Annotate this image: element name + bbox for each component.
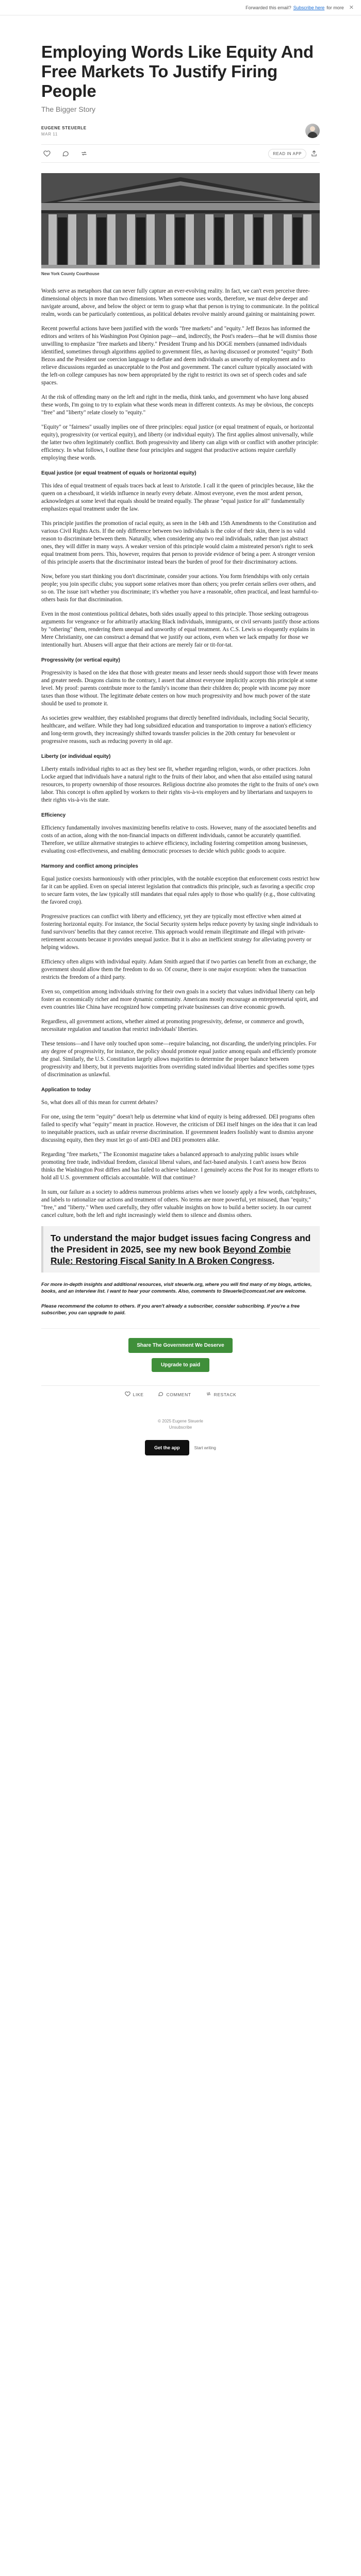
paragraph: So, what does all of this mean for current debates?	[41, 1099, 158, 1106]
paragraph: This principle justifies the promotion of racial equity, as seen in the 14th and 15th Amendments to the Constitution and various Civil Rights Acts. If the only difference between two individuals is the color of their skin, there is no valid reason to discriminate between them. Naturally, when considering any two real individuals, rather than just abstract ones, they will differ in many ways. A weaker version of this principle would claim a mistreated person's right to seek equal treatment from peers. This, however, requires that person to provide evidence of being a peer. A stronger version of this principle asserts that the discriminator instead bears the burden of proof for their discriminatory actions.	[41, 520, 317, 565]
paragraph: Progressive practices can conflict with liberty and efficiency, yet they are typically most effective when aimed at fostering horizontal equity. For instance, the Social Security system helps reduce poverty by taxing single individuals to fund survivors' benefits that they cannot receive. This approach would remain illegitimate and illegal with private-retirement accounts because it provides unequal justice. But it is also an inefficient strategy for alleviating poverty or helping widows.	[41, 913, 318, 951]
paragraph: This idea of equal treatment of equals traces back at least to Aristotle. I call it the queen of principles because, like the queen on a chessboard, it wields influence in nearly every debate. Almost everyone, even the most ardent person, acknowledges at some level that equals should be treated equally. The phrase "equal justice for all" fundamentally emphasizes equal treatment under the law.	[41, 483, 314, 512]
footer-actions	[41, 1385, 320, 1403]
author-avatar[interactable]	[305, 124, 320, 138]
promo-title	[51, 1232, 313, 1266]
comment-icon	[158, 1391, 163, 1398]
note-text-2: Please recommend the column to others. If you aren't already a subscriber, consider subscribing. If you're a free subscriber, you can upgrade to paid.	[41, 1303, 300, 1315]
heart-icon[interactable]	[42, 149, 52, 158]
paragraph: At the risk of offending many on the left and right in the media, think tanks, and government who have long abused these words, I'm going to try to explain what these words mean in different contexts. As may be obvious, the concepts "free" and "liberty" relate closely to "equity."	[41, 394, 314, 416]
paragraph: Regarding "free markets," The Economist magazine takes a balanced approach to analyzing public issues while promoting free trade, individual freedom, classical liberal values, and fact-based analysis. I can't assess how Bezos thinks the Washington Post differs and has failed to achieve balance. I genuinely access the Post for its meager efforts to hold all U.S. government officials accountable. Will that continue?	[41, 1151, 319, 1181]
image-caption: New York County Courthouse	[41, 272, 100, 276]
paragraph: Recent powerful actions have been justified with the words "free markets" and "equity." Jeff Bezos has informed the editors and writers of his Washington Post Opinion page—and, indirectly, the Post's readers—that he will dismiss those unwilling to emphasize "free markets and liberty." President Trump and his DOGE members (unnamed individuals identified, sometimes through algorithms applied to government files, as having discussed or promoted "equity" Both Bezos and the President use coercion language to deflate and deem individuals as unworthy of employment and to relieve discussions regarded as unacceptable to the Post and government. The cancel culture typically associated with the left-on college campuses has now been appropriated by the right to restrict its own set of speech codes and safe spaces.	[41, 326, 317, 386]
section-heading: Harmony and conflict among principles	[41, 863, 138, 869]
note-text: For more in-depth insights and additional resources, visit steuerle.org, where you will find many of my blogs, articles, books, and an interview list. I want to hear your comments. Also, comments to Steuerle@comcast.net are welcome.	[41, 1281, 312, 1294]
promo-end: .	[272, 1256, 275, 1266]
paragraph: As societies grew wealthier, they established programs that directly benefited individuals, including Social Security, healthcare, and welfare. While they had long subsidized education and transportation to improve a nation's efficiency and long-term growth, they increasingly shifted towards transfer policies in the 20th century for benevolent or progressive reasons, such as reducing poverty in old age.	[41, 715, 312, 744]
like-label: LIKE	[133, 1392, 144, 1397]
paragraph: Now, before you start thinking you don't discriminate, consider your actions. You form friendships with only certain people; you join specific clubs; you support some relatives more than others; you prefer certain sellers over others, and so on. The issue isn't whether you discriminate; it's whether you have a reasonable, often practical, and least harmful-to-others basis for that discrimination.	[41, 573, 319, 603]
forward-text: Forwarded this email?	[245, 5, 291, 10]
unsubscribe-link[interactable]: Unsubscribe	[169, 1425, 192, 1430]
promo-text: To understand the major budget issues facing Congress and the President in 2025, see my new book	[51, 1233, 311, 1255]
section-heading: Application to today	[41, 1087, 91, 1093]
paragraph: Efficiency fundamentally involves maximizing benefits relative to costs. However, many of the associated benefits and costs of an action, along with the non-financial impacts on different individuals, cannot be accurately quantified. Therefore, we utilize alternative strategies to achieve efficiency, including fostering competition among businesses, evaluating cost-effectiveness, and enabling democratic processes to decide which public goods to acquire.	[41, 825, 317, 854]
article	[41, 15, 320, 1476]
comment-label: COMMENT	[166, 1392, 191, 1397]
subscribe-link[interactable]: Subscribe here	[293, 5, 325, 10]
byline	[41, 124, 320, 138]
paragraph: Words serve as metaphors that can never fully capture an ever-evolving reality. In fact, we can't even perceive three-dimensional objects in more than two dimensions. When someone uses words, therefore, we must delve deeper and navigate around, above, and below the object or term to grasp what that person is trying to communicate. In the political realm, words can be particularly contentious, as political debates revolve mainly around gaining or maintaining power.	[41, 288, 319, 317]
cta-area	[41, 1338, 320, 1372]
paragraph: Even in the most contentious political debates, both sides usually appeal to this principle. Those seeking outrageous arguments for vengeance or for arbitrarily attacking Black individuals, immigrants, or civil servants justify those actions by "othering" them, rendering them unequal and unworthy of equal treatment. As C.S. Lewis so eloquently explains in Mere Christianity, one can construct a demand that we justify our actions, even when we lack empathy for those we intentionally hurt. Abusers will argue that their actions are merely fair or tit-for-tat.	[41, 611, 319, 648]
close-icon[interactable]: ✕	[349, 5, 354, 11]
publish-date: MAR 11	[41, 131, 58, 137]
section-heading: Equal justice (or equal treatment of equals or horizontal equity)	[41, 470, 196, 476]
article-subtitle: The Bigger Story	[41, 105, 96, 113]
restack-icon	[206, 1391, 211, 1398]
author-name[interactable]: EUGENE STEUERLE	[41, 125, 87, 130]
restack-label: RESTACK	[214, 1392, 237, 1397]
article-body	[41, 287, 320, 1219]
paragraph: Equal justice coexists harmoniously with other principles, with the notable exception that enforcement costs restrict how far it can be applied. Even on special interest legislation that contradicts this principle, such as favoring a specific crop to secure farm votes, the law typically still mandates that equal rules apply to those who qualify (e.g., those cultivating the favored crop).	[41, 876, 320, 905]
copyright	[41, 1418, 320, 1431]
start-writing-link[interactable]: Start writing	[194, 1445, 216, 1450]
forward-banner	[0, 0, 361, 15]
read-in-app-button[interactable]: READ IN APP	[268, 149, 306, 159]
paragraph: Efficiency often aligns with individual equity. Adam Smith argued that if two parties can benefit from an exchange, the government should allow them the freedom to do so. Of course, there is one major exception: when the transaction restricts the freedom of a third party.	[41, 959, 317, 980]
action-bar	[41, 144, 320, 163]
comment-icon[interactable]	[61, 149, 70, 158]
paragraph: For one, using the term "equity" doesn't help us determine what kind of equity is being addressed. DEI programs often failed to specify what "equity" meant in practice. However, the criticism of DEI itself hinges on the idea that it can lead to inequitable practices, such as unfair reverse discrimination. If government leaders foolishly want to dismiss anyone discussing equity, then they must let go of anti-DEI and DEI promoters alike.	[41, 1114, 317, 1143]
paragraph: Progressivity is based on the idea that those with greater means and lesser needs should support those with fewer means and greater needs. Dragons claims to the contrary, I assert that almost everyone implicitly accepts this principle at some level. My proof: parents contribute more to the family's income than their children do; people with income pay more taxes than those without. The legitimate debate centers on how much progressivity and how much power of the state should be used to promote it.	[41, 670, 318, 707]
book-promo	[41, 1226, 320, 1273]
restack-icon[interactable]	[79, 149, 89, 158]
paragraph: Even so, competition among individuals striving for their own goals in a society that values individual liberty can help foster an economically richer and more dynamic community. Americans mostly encourage an entrepreneurial spirit, and even countries like China have recognized how competing private businesses can drive economic growth.	[41, 989, 318, 1010]
section-heading: Efficiency	[41, 812, 66, 818]
paragraph: Liberty entails individual rights to act as they best see fit, whether regarding religion, words, or other practices. John Locke argued that individuals have a natural right to the fruits of their labor, and when that also entailed using natural resources, to property ownership of those resources. Religious doctrine also promotes the right to the fruits of one's own labor. This concept is often applied by workers to their rights vis-à-vis employers and by libertarians and taxpayers to their rights vis-à-vis the state.	[41, 766, 319, 803]
forward-suffix: for more	[326, 5, 344, 10]
article-title: Employing Words Like Equity And Free Markets To Justify Firing People	[41, 42, 314, 100]
share-publication-button[interactable]: Share The Government We Deserve	[128, 1338, 232, 1353]
author-note	[41, 1281, 320, 1329]
share-icon[interactable]	[309, 149, 319, 158]
paragraph: Regardless, all government actions, whether aimed at promoting progressivity, defense, or commerce and growth, necessitate regulation and taxation that restrict individuals' liberties.	[41, 1019, 304, 1032]
section-heading: Liberty (or individual equity)	[41, 754, 111, 759]
paragraph: These tensions—and I have only touched upon some—require balancing, not discarding, the underlying principles. For any degree of progressivity, for instance, the policy should promote equal justice among equals and efficiently promote the goal. Similarly, the U.S. Constitution largely allows majorities to determine the proper balance between progressivity and liberty, but it prevents majorities from overriding stated individual liberties and specifies some types of discrimination as unlawful.	[41, 1041, 317, 1078]
courthouse-image	[41, 173, 320, 268]
paragraph: "Equity" or "fairness" usually implies one of three principles: equal justice (or equal treatment of equals, or horizontal equity), progressivity (or vertical equity), and liberty (or individual equity). The first applies almost universally, while the latter two often legitimately conflict. Both progressivity and liberty can align with or conflict with another principle: efficiency. In what follows, I outline these four principles and suggest that productive actions require carefully employing these words.	[41, 424, 319, 461]
get-app	[41, 1440, 320, 1476]
book-link[interactable]: Beyond Zombie Rule: Restoring Fiscal Sanity In A Broken Congress	[51, 1244, 291, 1266]
get-app-button[interactable]: Get the app	[145, 1440, 189, 1455]
heart-icon	[125, 1391, 130, 1398]
like-button[interactable]	[125, 1391, 144, 1398]
restack-button[interactable]	[206, 1391, 237, 1398]
comment-button[interactable]	[158, 1391, 191, 1398]
upgrade-button[interactable]: Upgrade to paid	[152, 1358, 209, 1372]
copyright-text: © 2025 Eugene Steuerle	[158, 1419, 203, 1423]
section-heading: Progressivity (or vertical equity)	[41, 657, 120, 663]
paragraph: In sum, our failure as a society to address numerous problems arises when we loosely apply a few words, catchphrases, and labels to rationalize our actions and treatment of others. No terms are more powerful, yet misused, than "equity," "free," and "liberty." When used carefully, they offer valuable insights on how to build a better society. In our current cancel culture, both the left and right increasingly wield them to silence and dismiss others.	[41, 1189, 317, 1218]
